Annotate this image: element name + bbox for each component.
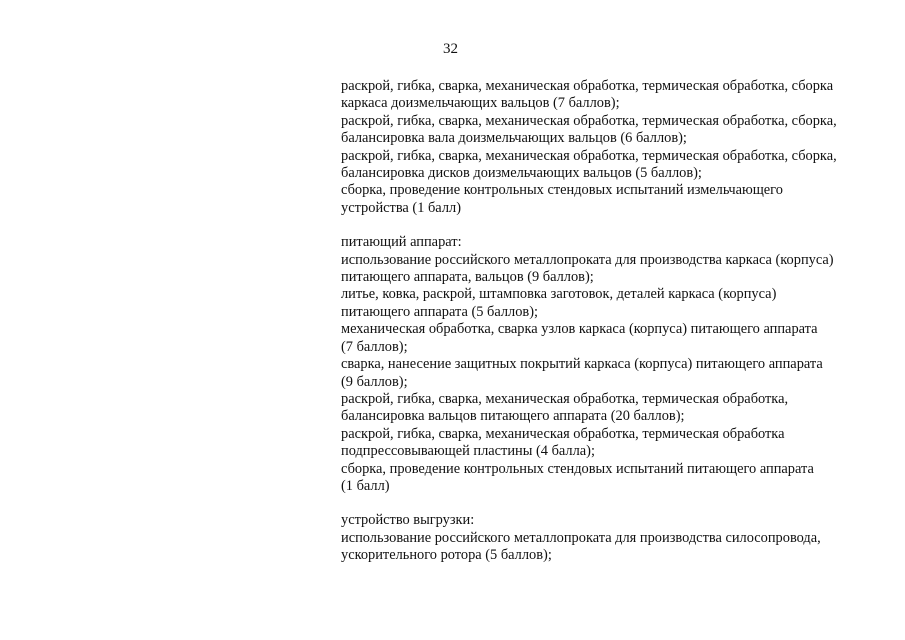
text-line: механическая обработка, сварка узлов каркаса (корпуса) питающего аппарата (341, 321, 818, 338)
text-line: каркаса доизмельчающих вальцов (7 баллов); (341, 95, 620, 112)
text-line: использование российского металлопроката для производства каркаса (корпуса) (341, 251, 834, 268)
text-block-unloading-device (341, 512, 881, 564)
text-line: раскрой, гибка, сварка, механическая обработка, термическая обработка, сборка, (341, 112, 837, 129)
page-number: 32 (443, 41, 458, 57)
text-line: раскрой, гибка, сварка, механическая обработка, термическая обработка, (341, 390, 789, 407)
text-line: балансировка дисков доизмельчающих вальцов (5 баллов); (341, 165, 702, 182)
text-line: подпрессовывающей пластины (4 балла); (341, 443, 595, 460)
document-body (341, 78, 881, 565)
text-line: балансировка вала доизмельчающих вальцов (6 баллов); (341, 130, 687, 147)
text-line: питающего аппарата, вальцов (9 баллов); (341, 269, 594, 286)
text-line: сборка, проведение контрольных стендовых испытаний измельчающего (341, 182, 783, 199)
text-line: питающего аппарата (5 баллов); (341, 303, 539, 320)
text-line: балансировка вальцов питающего аппарата (20 баллов); (341, 408, 685, 425)
text-line: ускорительного ротора (5 баллов); (341, 547, 552, 564)
text-block-crushing-device (341, 78, 881, 217)
text-line: (1 балл) (341, 477, 390, 494)
text-line: литье, ковка, раскрой, штамповка заготовок, деталей каркаса (корпуса) (341, 286, 777, 303)
text-line: раскрой, гибка, сварка, механическая обработка, термическая обработка, сборка, (341, 147, 837, 164)
paragraph-gap (341, 217, 881, 234)
text-line: устройства (1 балл) (341, 199, 461, 216)
section-heading: устройство выгрузки: (341, 512, 475, 529)
text-line: раскрой, гибка, сварка, механическая обработка, термическая обработка (341, 425, 785, 442)
text-line: (9 баллов); (341, 373, 408, 390)
text-block-feeding-apparatus (341, 234, 881, 495)
text-line: раскрой, гибка, сварка, механическая обработка, термическая обработка, сборка (341, 78, 834, 94)
section-heading: питающий аппарат: (341, 234, 462, 251)
text-line: сборка, проведение контрольных стендовых испытаний питающего аппарата (341, 460, 814, 477)
paragraph-gap (341, 495, 881, 512)
text-line: (7 баллов); (341, 338, 408, 355)
text-line: использование российского металлопроката для производства силосопровода, (341, 529, 821, 546)
text-line: сварка, нанесение защитных покрытий каркаса (корпуса) питающего аппарата (341, 356, 823, 373)
